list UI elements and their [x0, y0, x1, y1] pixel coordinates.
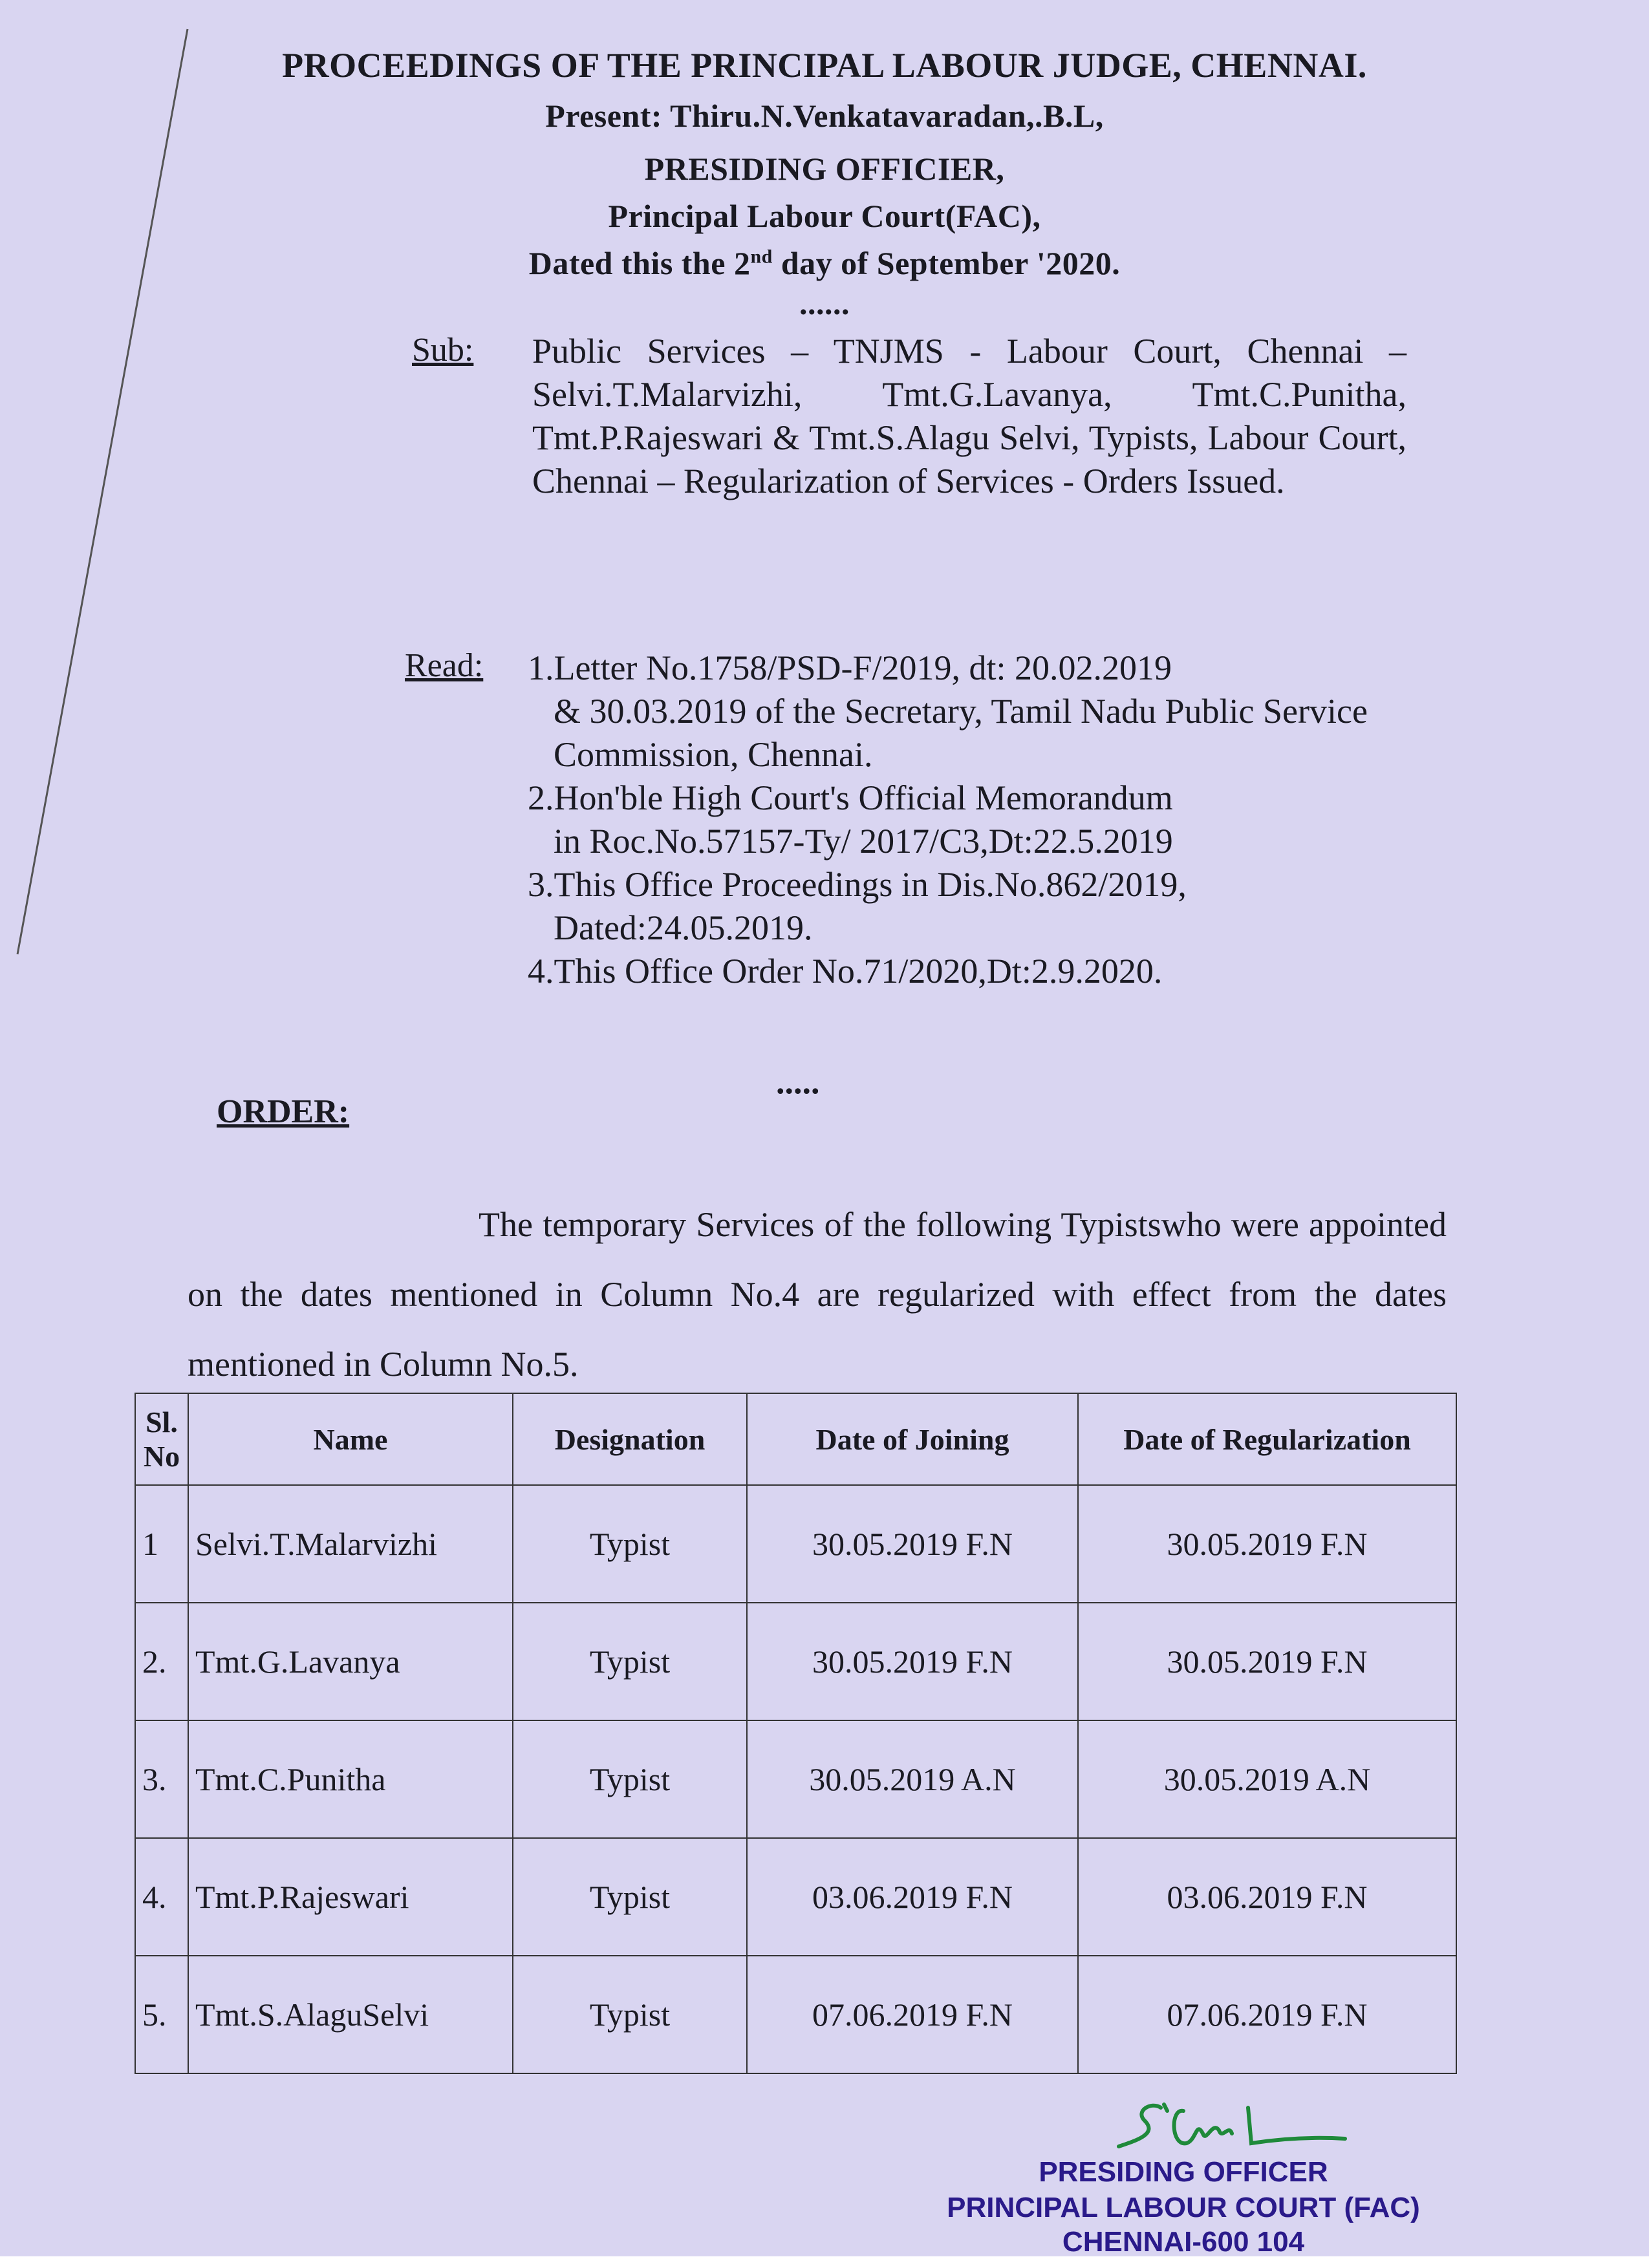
cell-designation: Typist	[513, 1838, 747, 1956]
read-item	[528, 863, 1433, 950]
read-item-text: Letter No.1758/PSD-F/2019, dt: 20.02.2019	[554, 648, 1172, 687]
table-row	[135, 1838, 1456, 1956]
table-header-row	[135, 1393, 1456, 1485]
read-item-continuation: Dated:24.05.2019.	[554, 908, 813, 947]
cell-sl: 4.	[135, 1838, 188, 1956]
signature	[1099, 2095, 1358, 2159]
dated-prefix: Dated this the	[528, 245, 726, 281]
column-header: Designation	[513, 1393, 747, 1485]
cell-sl: 5.	[135, 1956, 188, 2073]
court-line: Principal Labour Court(FAC),	[608, 198, 1041, 234]
order-heading: ORDER:	[217, 1093, 350, 1130]
cell-name: Tmt.S.AlaguSelvi	[188, 1956, 513, 2073]
column-header: Date of Regularization	[1078, 1393, 1456, 1485]
cell-name: Tmt.P.Rajeswari	[188, 1838, 513, 1956]
dated-rest: day of September '2020.	[781, 245, 1121, 281]
cell-designation: Typist	[513, 1603, 747, 1720]
read-item-text: This Office Order No.71/2020,Dt:2.9.2020.	[554, 952, 1163, 990]
read-item	[528, 776, 1433, 863]
cell-sl: 1	[135, 1485, 188, 1603]
cell-regularization: 30.05.2019 A.N	[1078, 1720, 1456, 1838]
stamp-line-city: CHENNAI-600 104	[1062, 2226, 1305, 2258]
cell-designation: Typist	[513, 1956, 747, 2073]
order-paragraph: The temporary Services of the following Typistswho were appointed on the dates mentioned in Column No.4 are regularized with effect from the dates mentioned in Column No.5.	[188, 1205, 1447, 1384]
stamp-line-court: PRINCIPAL LABOUR COURT (FAC)	[947, 2192, 1420, 2223]
column-header: Date of Joining	[747, 1393, 1078, 1485]
read-item-number: 3.	[528, 865, 554, 904]
read-item	[528, 950, 1433, 993]
dated-day: 2	[733, 245, 751, 281]
cell-sl: 3.	[135, 1720, 188, 1838]
table-row	[135, 1603, 1456, 1720]
cell-name: Selvi.T.Malarvizhi	[188, 1485, 513, 1603]
officer-line: PRESIDING OFFICIER,	[644, 151, 1005, 187]
dated-day-suffix: nd	[750, 246, 773, 268]
cell-joining: 03.06.2019 F.N	[747, 1838, 1078, 1956]
cell-regularization: 30.05.2019 F.N	[1078, 1603, 1456, 1720]
read-item-text: Hon'ble High Court's Official Memorandum	[554, 778, 1173, 817]
cell-regularization: 30.05.2019 F.N	[1078, 1485, 1456, 1603]
read-item-text: This Office Proceedings in Dis.No.862/2019,	[554, 865, 1187, 904]
column-header: Name	[188, 1393, 513, 1485]
read-label: Read:	[405, 647, 484, 684]
subject-text: Public Services – TNJMS - Labour Court, Chennai – Selvi.T.Malarvizhi, Tmt.G.Lavanya, Tmt.C.Punitha, Tmt.P.Rajeswari & Tmt.S.Alagu Selvi, Typists, Labour Court, Chennai – Regularization of Services - Orders Issued.	[532, 332, 1406, 500]
cell-name: Tmt.G.Lavanya	[188, 1603, 513, 1720]
read-item-number: 4.	[528, 952, 554, 990]
table-row	[135, 1720, 1456, 1838]
cell-joining: 30.05.2019 F.N	[747, 1603, 1078, 1720]
column-header: Sl. No	[135, 1393, 188, 1485]
present-line: Present: Thiru.N.Venkatavaradan,.B.L,	[545, 98, 1104, 134]
subject-label: Sub:	[412, 332, 474, 369]
cell-sl: 2.	[135, 1603, 188, 1720]
read-item-number: 1.	[528, 648, 554, 687]
table-row	[135, 1956, 1456, 2073]
cell-joining: 30.05.2019 A.N	[747, 1720, 1078, 1838]
cell-regularization: 07.06.2019 F.N	[1078, 1956, 1456, 2073]
cell-regularization: 03.06.2019 F.N	[1078, 1838, 1456, 1956]
cell-designation: Typist	[513, 1485, 747, 1603]
read-list	[528, 647, 1433, 993]
cell-joining: 30.05.2019 F.N	[747, 1485, 1078, 1603]
separator: ......	[799, 285, 850, 321]
read-item-continuation: in Roc.No.57157-Ty/ 2017/C3,Dt:22.5.2019	[554, 822, 1173, 861]
cell-designation: Typist	[513, 1720, 747, 1838]
cell-name: Tmt.C.Punitha	[188, 1720, 513, 1838]
read-item-continuation: & 30.03.2019 of the Secretary, Tamil Nadu Public Service Commission, Chennai.	[554, 692, 1368, 774]
stamp-line-officer: PRESIDING OFFICER	[1039, 2156, 1328, 2188]
dated-line	[0, 244, 1649, 282]
read-item	[528, 647, 1433, 776]
table-row	[135, 1485, 1456, 1603]
cell-joining: 07.06.2019 F.N	[747, 1956, 1078, 2073]
regularization-table	[135, 1393, 1457, 2074]
read-item-number: 2.	[528, 778, 554, 817]
document-title: PROCEEDINGS OF THE PRINCIPAL LABOUR JUDGE, CHENNAI.	[282, 46, 1367, 85]
separator: .....	[776, 1062, 820, 1101]
